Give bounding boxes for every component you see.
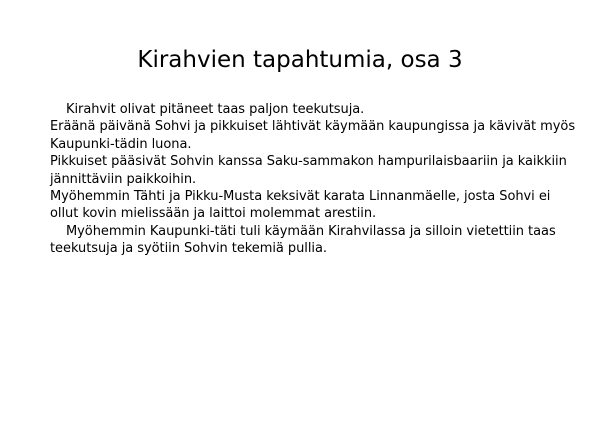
document-body (50, 101, 576, 258)
text-line: ollut kovin mielissään ja laittoi molemmat arestiin. (50, 206, 377, 222)
text-line: Myöhemmin Tähti ja Pikku-Musta keksivät karata Linnanmäelle, josta Sohvi ei (50, 189, 551, 205)
text-line: Myöhemmin Kaupunki-täti tuli käymään Kirahvilassa ja silloin vietettiin taas (66, 223, 556, 239)
text-line: Pikkuiset pääsivät Sohvin kanssa Saku-sammakon hampurilaisbaariin ja kaikkiin (50, 154, 567, 170)
text-line: Kaupunki-tädin luona. (50, 136, 192, 152)
page-title: Kirahvien tapahtumia, osa 3 (137, 47, 463, 73)
text-line: jännittäviin paikkoihin. (50, 171, 197, 187)
text-line: teekutsuja ja syötiin Sohvin tekemiä pullia. (50, 241, 327, 257)
text-line: Kirahvit olivat pitäneet taas paljon teekutsuja. (66, 102, 365, 117)
text-line: Eräänä päivänä Sohvi ja pikkuiset lähtivät käymään kaupungissa ja kävivät myös (50, 119, 576, 135)
